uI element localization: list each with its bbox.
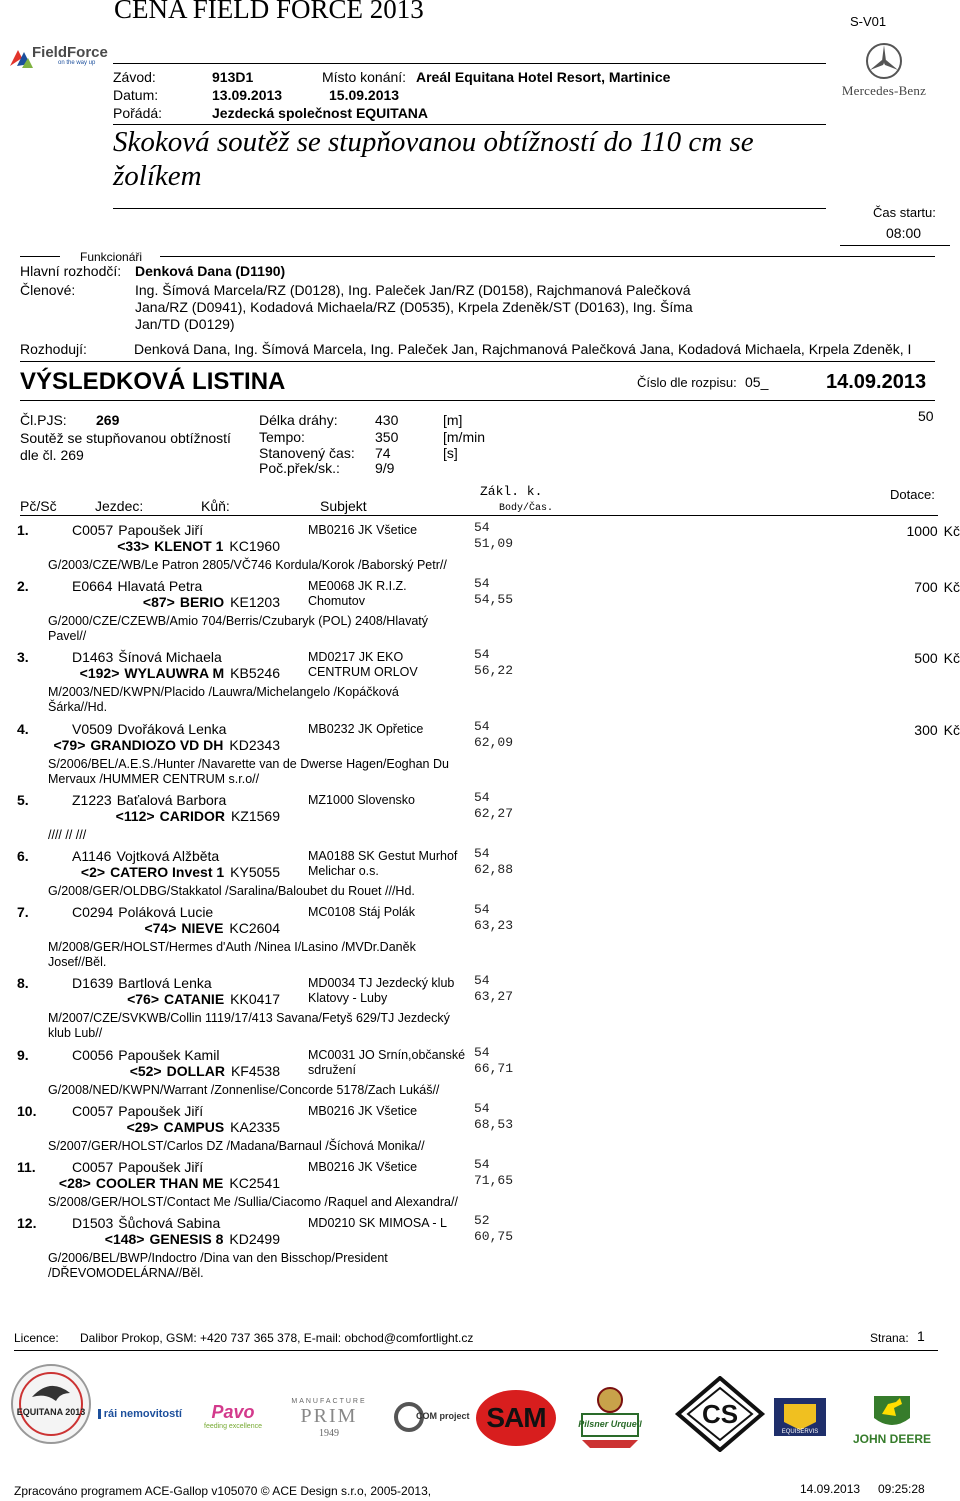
result-time: 60,75 (474, 1229, 514, 1244)
result-rider-id: C0057 (72, 1159, 114, 1175)
members-line3: Jan/TD (D0129) (135, 316, 235, 332)
zavod-label: Závod: (113, 69, 156, 85)
john-deere-text: JOHN DEERE (852, 1432, 932, 1446)
result-prize-amount: 300 (914, 722, 938, 738)
pilsner-text: Pilsner Urquell (578, 1419, 642, 1429)
strana-value: 1 (917, 1328, 925, 1344)
rozpis-label: Číslo dle rozpisu: (637, 375, 737, 390)
result-horse (0, 920, 280, 936)
result-rider-id: V0509 (72, 721, 113, 737)
result-subject: ME0068 JK R.I.Z. (308, 579, 407, 593)
com-project-logo (394, 1400, 470, 1434)
result-pedigree: S/2008/GER/HOLST/Contact Me /Sullia/Ciacomo /Raquel and Alexandra// (48, 1195, 458, 1209)
result-horse-id: KC2604 (229, 920, 280, 936)
members-line1: Ing. Šímová Marcela/RZ (D0128), Ing. Paleček Jan/RZ (D0158), Rajchmanová Palečková (135, 282, 691, 298)
result-horse-id: KC1960 (229, 538, 280, 554)
licence-value: Dalibor Prokop, GSM: +420 737 365 378, E-mail: obchod@comfortlight.cz (80, 1331, 474, 1345)
result-horse-number: <29> (126, 1119, 159, 1135)
result-zakl: 54 (474, 1045, 490, 1060)
title-rule (113, 208, 826, 209)
datum-to: 15.09.2013 (329, 87, 400, 103)
main-judge-label: Hlavní rozhodčí: (20, 263, 122, 279)
result-place: 4. (17, 721, 29, 737)
result-horse-name: KLENOT 1 (154, 538, 224, 554)
fieldforce-tagline: on the way up (58, 60, 96, 66)
result-rider-name: Bartlová Lenka (118, 975, 212, 991)
result-time: 51,09 (474, 536, 514, 551)
result-horse-number: <52> (129, 1063, 162, 1079)
deciding-label: Rozhodují: (20, 341, 87, 357)
result-place: 9. (17, 1047, 29, 1063)
prim-logo (286, 1390, 372, 1446)
result-rider-name: Papoušek Jiří (118, 522, 204, 538)
pjs-desc1: Soutěž se stupňovanou obtížností (20, 430, 231, 446)
result-time: 71,65 (474, 1173, 514, 1188)
porada-label: Pořádá: (113, 105, 163, 121)
result-rider-id: D1463 (72, 649, 114, 665)
result-time: 66,71 (474, 1061, 514, 1076)
datum-label: Datum: (113, 87, 159, 103)
result-subject: MB0232 JK Opřetice (308, 722, 424, 736)
result-rider-id: E0664 (72, 578, 113, 594)
delka-unit: [m] (443, 412, 463, 428)
zavod-value: 913D1 (212, 69, 254, 85)
result-horse-id: KC2541 (229, 1175, 280, 1191)
result-subject: MZ1000 Slovensko (308, 793, 416, 807)
result-rider-id: A1146 (72, 848, 112, 864)
cs-text: CS (701, 1398, 739, 1429)
result-rider (72, 578, 202, 594)
fieldforce-wordmark: FieldForce (32, 44, 108, 61)
porada-value: Jezdecká společnost EQUITANA (212, 105, 429, 121)
result-horse-id: KY5055 (230, 864, 280, 880)
deciding-value: Denková Dana, Ing. Šímová Marcela, Ing. Paleček Jan, Rajchmanová Palečková Jana, Kodadová Michaela, Krpela Zdeněk, I (134, 341, 912, 357)
rozpis-value: 05_ (745, 374, 769, 390)
result-rider-id: Z1223 (72, 792, 112, 808)
result-time: 54,55 (474, 592, 514, 607)
result-horse (0, 1231, 280, 1247)
result-rider (72, 975, 212, 991)
rai-square-icon (98, 1409, 101, 1419)
result-subject: MD0034 TJ Jezdecký klub (308, 976, 455, 990)
result-time: 62,09 (474, 735, 514, 750)
result-prize (840, 650, 960, 666)
result-subject-line2: Melichar o.s. (308, 864, 379, 878)
pjs-desc2: dle čl. 269 (20, 447, 84, 463)
result-horse-number: <79> (53, 737, 86, 753)
result-prize (840, 523, 960, 539)
rai-text: rái nemovitostí (103, 1408, 182, 1420)
result-horse (0, 538, 280, 554)
main-judge-value: Denková Dana (D1190) (135, 263, 286, 279)
result-horse-name: GENESIS 8 (149, 1231, 224, 1247)
result-rider-id: C0057 (72, 522, 114, 538)
top-rule (113, 63, 826, 64)
cs-logo (674, 1376, 766, 1452)
result-horse-number: <33> (117, 538, 150, 554)
results-title: VÝSLEDKOVÁ LISTINA (20, 368, 286, 395)
result-prize-currency: Kč (943, 579, 960, 595)
result-prize-amount: 1000 (906, 523, 938, 539)
result-rider (72, 1159, 203, 1175)
result-place: 2. (17, 578, 29, 594)
result-pedigree-line2: Pavel// (48, 629, 87, 643)
result-rider (72, 522, 203, 538)
result-place: 12. (17, 1215, 37, 1231)
result-horse-name: CAMPUS (163, 1119, 225, 1135)
result-horse (0, 1119, 280, 1135)
result-horse (0, 594, 280, 610)
officials-bottom-rule (20, 361, 935, 362)
result-subject: MD0210 SK MIMOSA - L (308, 1216, 447, 1230)
start-time-rule (840, 245, 950, 246)
result-time: 62,88 (474, 862, 514, 877)
strana-label: Strana: (870, 1331, 909, 1345)
event-rule (113, 124, 826, 125)
result-horse-number: <76> (127, 991, 160, 1007)
sam-logo (474, 1388, 558, 1448)
result-horse-id: KD2343 (229, 737, 280, 753)
result-pedigree: S/2007/GER/HOLST/Carlos DZ /Madana/Barnaul /Šíchová Monika// (48, 1139, 425, 1153)
result-place: 1. (17, 522, 29, 538)
result-rider-id: C0057 (72, 1103, 114, 1119)
result-horse-id: KD2499 (229, 1231, 280, 1247)
result-subject-line2: Chomutov (308, 594, 365, 608)
result-horse-id: KE1203 (230, 594, 280, 610)
result-subject: MB0216 JK Všetice (308, 1104, 418, 1118)
prek-label: Poč.přek/sk.: (259, 460, 340, 476)
result-rider-name: Hlavatá Petra (117, 578, 203, 594)
result-zakl: 54 (474, 719, 490, 734)
result-rider (72, 721, 226, 737)
result-place: 6. (17, 848, 29, 864)
result-pedigree: G/2008/NED/KWPN/Warrant /Zonnenlise/Concorde 5178/Zach Lukáš// (48, 1083, 440, 1097)
result-zakl: 54 (474, 902, 490, 917)
columns-rule (20, 515, 938, 516)
result-subject-line2: sdružení (308, 1063, 356, 1077)
datum-from: 13.09.2013 (212, 87, 283, 103)
col-dotace: Dotace: (890, 487, 935, 502)
result-rider (72, 649, 222, 665)
officials-rule-left (20, 256, 60, 257)
result-pedigree-line2: Mervaux /HUMMER CENTRUM s.r.o// (48, 772, 260, 786)
footer-rule (14, 1350, 938, 1351)
result-zakl: 54 (474, 647, 490, 662)
col-pc: Pč/Sč (20, 498, 57, 514)
print-date: 14.09.2013 (800, 1482, 861, 1496)
result-subject-line2: CENTRUM ORLOV (308, 665, 418, 679)
result-rider-name: Šůchová Sabina (118, 1215, 221, 1231)
tempo-unit: [m/min (443, 429, 485, 445)
processed-by: Zpracováno programem ACE-Gallop v105070 © ACE Design s.r.o, 2005-2013, (14, 1484, 432, 1498)
cas-unit: [s] (443, 445, 458, 461)
officials-rule-right (160, 256, 935, 257)
result-pedigree-line2: klub Lub// (48, 1026, 103, 1040)
prim-text: PRIM (300, 1404, 358, 1427)
document-code: S-V01 (850, 14, 887, 29)
result-horse-number: <112> (115, 808, 155, 824)
mercedes-star-icon (865, 42, 903, 80)
result-horse-number: <28> (58, 1175, 91, 1191)
result-pedigree: M/2007/CZE/SVKWB/Collin 1119/17/413 Savana/Fetyš 629/TJ Jezdecký (48, 1011, 450, 1025)
results-date: 14.09.2013 (826, 371, 927, 393)
result-horse (0, 665, 280, 681)
result-horse-number: <148> (104, 1231, 145, 1247)
result-prize-amount: 500 (914, 650, 938, 666)
start-time-value: 08:00 (886, 225, 922, 241)
result-rider (72, 1215, 220, 1231)
result-prize-currency: Kč (943, 523, 960, 539)
result-zakl: 54 (474, 1101, 490, 1116)
result-place: 5. (17, 792, 29, 808)
print-time: 09:25:28 (878, 1482, 925, 1496)
col-zakl: Zákl. k. (480, 484, 543, 499)
pavo-logo (197, 1398, 269, 1434)
sam-text: SAM (486, 1402, 546, 1433)
result-subject: MC0108 Stáj Polák (308, 905, 416, 919)
result-prize (840, 722, 960, 738)
result-horse-id: KA2335 (230, 1119, 280, 1135)
prek-value: 9/9 (375, 460, 395, 476)
result-pedigree-line2: /DŘEVOMODELÁRNA//Běl. (48, 1266, 204, 1280)
page-title: CENA FIELD FORCE 2013 (114, 0, 424, 24)
equitana-logo (10, 1363, 92, 1445)
result-rider-id: C0056 (72, 1047, 114, 1063)
result-time: 68,53 (474, 1117, 514, 1132)
result-pedigree: G/2000/CZE/CZEWB/Amio 704/Berris/Czubaryk (POL) 2408/Hlavatý (48, 614, 428, 628)
john-deere-logo (848, 1390, 936, 1448)
result-horse-number: <87> (142, 594, 175, 610)
result-subject-line2: Klatovy - Luby (308, 991, 388, 1005)
result-rider-name: Vojtková Alžběta (116, 848, 220, 864)
result-horse-name: CATERO Invest 1 (110, 864, 225, 880)
result-horse-id: KZ1569 (230, 808, 280, 824)
result-place: 10. (17, 1103, 37, 1119)
result-rider-name: Papoušek Jiří (118, 1103, 204, 1119)
result-rider-name: Papoušek Jiří (118, 1159, 204, 1175)
result-horse-number: <192> (79, 665, 120, 681)
result-rider-name: Baťalová Barbora (116, 792, 227, 808)
result-horse-id: KF4538 (230, 1063, 280, 1079)
result-rider (72, 904, 213, 920)
result-pedigree-line2: Josef//Běl. (48, 955, 107, 969)
delka-value: 430 (375, 412, 399, 428)
result-horse-name: CATANIE (164, 991, 225, 1007)
competition-title-line2: žolíkem (113, 160, 202, 192)
result-pedigree: //// // /// (48, 828, 87, 842)
result-time: 62,27 (474, 806, 514, 821)
result-zakl: 52 (474, 1213, 490, 1228)
result-zakl: 54 (474, 790, 490, 805)
result-horse-name: NIEVE (181, 920, 224, 936)
result-horse-name: DOLLAR (166, 1063, 225, 1079)
equiservis-text: EQUISERVIS (781, 1429, 819, 1435)
result-subject: MB0216 JK Všetice (308, 523, 418, 537)
result-place: 11. (17, 1159, 36, 1175)
pavo-sub: feeding excellence (204, 1423, 262, 1430)
result-horse (0, 808, 280, 824)
result-subject: MB0216 JK Všetice (308, 1160, 418, 1174)
start-time-label: Čas startu: (873, 205, 936, 220)
result-rider-name: Šínová Michaela (118, 649, 222, 665)
members-line2: Jana/RZ (D0941), Kodadová Michaela/RZ (D0535), Krpela Zdeněk/ST (D0163), Ing. Šíma (135, 299, 693, 315)
pjs-label: Čl.PJS: (20, 412, 67, 428)
result-zakl: 54 (474, 973, 490, 988)
licence-label: Licence: (14, 1331, 59, 1345)
result-horse (0, 991, 280, 1007)
prim-arc: MANUFACTURE (291, 1397, 367, 1405)
result-subject: MC0031 JO Srnín,občanské (308, 1048, 466, 1062)
tempo-label: Tempo: (259, 429, 305, 445)
result-horse-name: WYLAUWRA M (124, 665, 225, 681)
result-horse-name: GRANDIOZO VD DH (90, 737, 224, 753)
pjs-value: 269 (96, 412, 120, 428)
fieldforce-logo (8, 44, 113, 70)
deer-icon (870, 1392, 914, 1432)
result-rider-id: D1503 (72, 1215, 114, 1231)
mercedes-wordmark: Mercedes-Benz (841, 83, 927, 98)
result-prize-amount: 700 (914, 579, 938, 595)
cas-value: 74 (375, 445, 391, 461)
result-time: 63,23 (474, 918, 514, 933)
result-pedigree: M/2008/GER/HOLST/Hermes d'Auth /Ninea I/Lasino /MVDr.Daněk (48, 940, 416, 954)
result-pedigree: G/2006/BEL/BWP/Indoctro /Dina van den Bisschop/President (48, 1251, 388, 1265)
result-time: 56,22 (474, 663, 514, 678)
result-rider-name: Poláková Lucie (118, 904, 214, 920)
result-horse (0, 1175, 280, 1191)
result-horse-name: CARIDOR (159, 808, 225, 824)
result-pedigree: G/2003/CZE/WB/Le Patron 2805/VČ746 Kordula/Korok /Baborský Petr// (48, 558, 447, 572)
result-zakl: 54 (474, 520, 490, 535)
result-rider (72, 848, 219, 864)
result-horse-name: COOLER THAN ME (95, 1175, 224, 1191)
results-title-rule (20, 400, 935, 401)
tempo-value: 350 (375, 429, 399, 445)
result-zakl: 54 (474, 1157, 490, 1172)
result-rider-name: Dvořáková Lenka (117, 721, 227, 737)
col-kun: Kůň: (201, 498, 230, 514)
result-horse-number: <2> (80, 864, 106, 880)
result-pedigree: S/2006/BEL/A.E.S./Hunter /Navarette van de Dwerse Hagen/Eoghan Du (48, 757, 449, 771)
result-horse (0, 1063, 280, 1079)
result-rider-id: C0294 (72, 904, 114, 920)
col-subjekt: Subjekt (320, 498, 367, 514)
competition-title-line1: Skoková soutěž se stupňovanou obtížností do 110 cm se (113, 126, 754, 158)
header-right-number: 50 (918, 408, 934, 424)
com-text: COM project (416, 1411, 470, 1421)
result-place: 8. (17, 975, 29, 991)
prim-year: 1949 (319, 1427, 339, 1439)
col-body: Body/Čas. (499, 503, 554, 514)
result-prize-currency: Kč (943, 650, 960, 666)
pilsner-logo (578, 1384, 642, 1450)
result-rider-id: D1639 (72, 975, 114, 991)
result-time: 63,27 (474, 989, 514, 1004)
pavo-text: Pavo (211, 1402, 255, 1422)
equiservis-logo (774, 1398, 826, 1436)
result-subject: MA0188 SK Gestut Murhof (308, 849, 458, 863)
mercedes-logo (834, 42, 934, 102)
members-label: Členové: (20, 282, 76, 298)
result-pedigree-line2: Šárka//Hd. (48, 700, 108, 714)
result-zakl: 54 (474, 846, 490, 861)
officials-label: Funkcionáři (80, 250, 143, 264)
rai-logo (98, 1404, 182, 1424)
result-horse-id: KK0417 (230, 991, 280, 1007)
result-prize (840, 579, 960, 595)
result-prize-currency: Kč (943, 722, 960, 738)
result-horse (0, 737, 280, 753)
result-place: 3. (17, 649, 29, 665)
result-horse-number: <74> (144, 920, 177, 936)
cas-label: Stanovený čas: (259, 445, 355, 461)
result-horse-name: BERIO (179, 594, 225, 610)
result-horse (0, 864, 280, 880)
misto-value: Areál Equitana Hotel Resort, Martinice (416, 69, 671, 85)
result-horse-id: KB5246 (230, 665, 280, 681)
fieldforce-icon (8, 46, 34, 70)
col-jezdec: Jezdec: (95, 498, 144, 514)
result-zakl: 54 (474, 576, 490, 591)
result-place: 7. (17, 904, 29, 920)
result-rider (72, 1047, 219, 1063)
result-subject: MD0217 JK EKO (308, 650, 404, 664)
result-rider-name: Papoušek Kamil (118, 1047, 220, 1063)
equitana-text: EQUITANA 2013 (16, 1407, 86, 1417)
misto-label: Místo konání: (322, 69, 407, 85)
result-rider (72, 1103, 203, 1119)
result-pedigree: G/2008/GER/OLDBG/Stakkatol /Saralina/Baloubet du Rouet ///Hd. (48, 884, 415, 898)
delka-label: Délka dráhy: (259, 412, 338, 428)
result-pedigree: M/2003/NED/KWPN/Placido /Lauwra/Michelangelo /Kopáčková (48, 685, 399, 699)
result-rider (72, 792, 226, 808)
